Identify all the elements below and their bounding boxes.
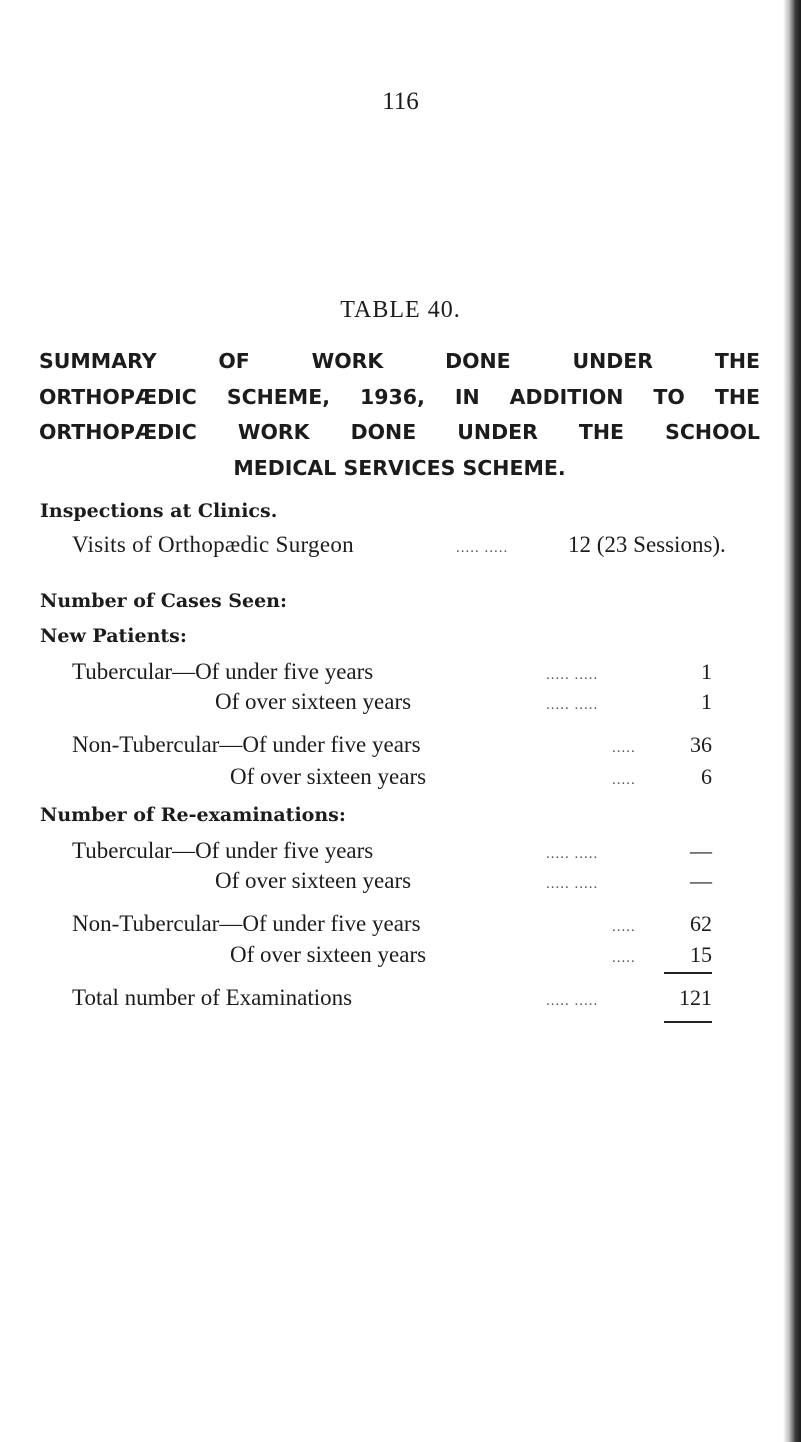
reexam-non-tubercular-label: Non-Tubercular—Of under five years <box>72 911 421 936</box>
cases-tubercular-leader: ..... ..... <box>546 667 599 683</box>
visits-leader: ..... ..... <box>456 540 509 556</box>
inspections-title: Inspections at Clinics. <box>40 500 278 522</box>
total-rule-top <box>664 972 712 974</box>
heading-line-3: ORTHOPÆDIC WORK DONE UNDER THE SCHOOL <box>39 420 760 444</box>
reexam-non-tubercular-under-five: 62 <box>690 911 712 936</box>
cases-tubercular-over-label: Of over sixteen years <box>215 689 412 714</box>
reexam-non-tubercular-over-leader: ..... <box>612 950 636 966</box>
new-patients-title: New Patients: <box>40 625 187 647</box>
page-edge-shadow <box>783 0 801 1442</box>
cases-tubercular-under-five: 1 <box>701 659 712 684</box>
reexaminations-title: Number of Re-examinations: <box>40 804 346 826</box>
reexam-tubercular-over-sixteen: — <box>690 868 712 893</box>
reexam-tubercular-label: Tubercular—Of under five years <box>72 838 374 863</box>
page-number: 116 <box>382 88 419 115</box>
cases-non-tubercular-under-five: 36 <box>690 732 712 757</box>
cases-non-tubercular-over-leader: ..... <box>612 772 636 788</box>
reexam-non-tubercular-over-sixteen: 15 <box>690 942 712 967</box>
cases-non-tubercular-label: Non-Tubercular—Of under five years <box>72 732 421 757</box>
cases-non-tubercular-leader: ..... <box>612 740 636 756</box>
cases-non-tubercular-over-label: Of over sixteen years <box>230 764 427 789</box>
total-rule-bottom <box>664 1021 712 1023</box>
visits-label: Visits of Orthopædic Surgeon <box>72 532 354 557</box>
cases-tubercular-label: Tubercular—Of under five years <box>72 659 374 684</box>
heading-line-2: ORTHOPÆDIC SCHEME, 1936, IN ADDITION TO THE <box>39 385 760 409</box>
reexam-tubercular-under-five: — <box>690 838 712 863</box>
visits-value: 12 (23 Sessions). <box>568 532 726 557</box>
cases-non-tubercular-over-sixteen: 6 <box>701 764 712 789</box>
heading-line-1: SUMMARY OF WORK DONE UNDER THE <box>39 349 760 373</box>
cases-title: Number of Cases Seen: <box>40 590 287 612</box>
total-label: Total number of Examinations <box>72 985 353 1010</box>
cases-tubercular-over-sixteen: 1 <box>701 689 712 714</box>
reexam-tubercular-over-leader: ..... ..... <box>546 876 599 892</box>
heading-line-4: MEDICAL SERVICES SCHEME. <box>233 456 566 480</box>
reexam-non-tubercular-leader: ..... <box>612 919 636 935</box>
reexam-tubercular-over-label: Of over sixteen years <box>215 868 412 893</box>
reexam-tubercular-leader: ..... ..... <box>546 846 599 862</box>
cases-tubercular-over-leader: ..... ..... <box>546 697 599 713</box>
total-leader: ..... ..... <box>546 993 599 1009</box>
total-value: 121 <box>679 985 712 1010</box>
table-label: TABLE 40. <box>340 297 461 323</box>
reexam-non-tubercular-over-label: Of over sixteen years <box>230 942 427 967</box>
